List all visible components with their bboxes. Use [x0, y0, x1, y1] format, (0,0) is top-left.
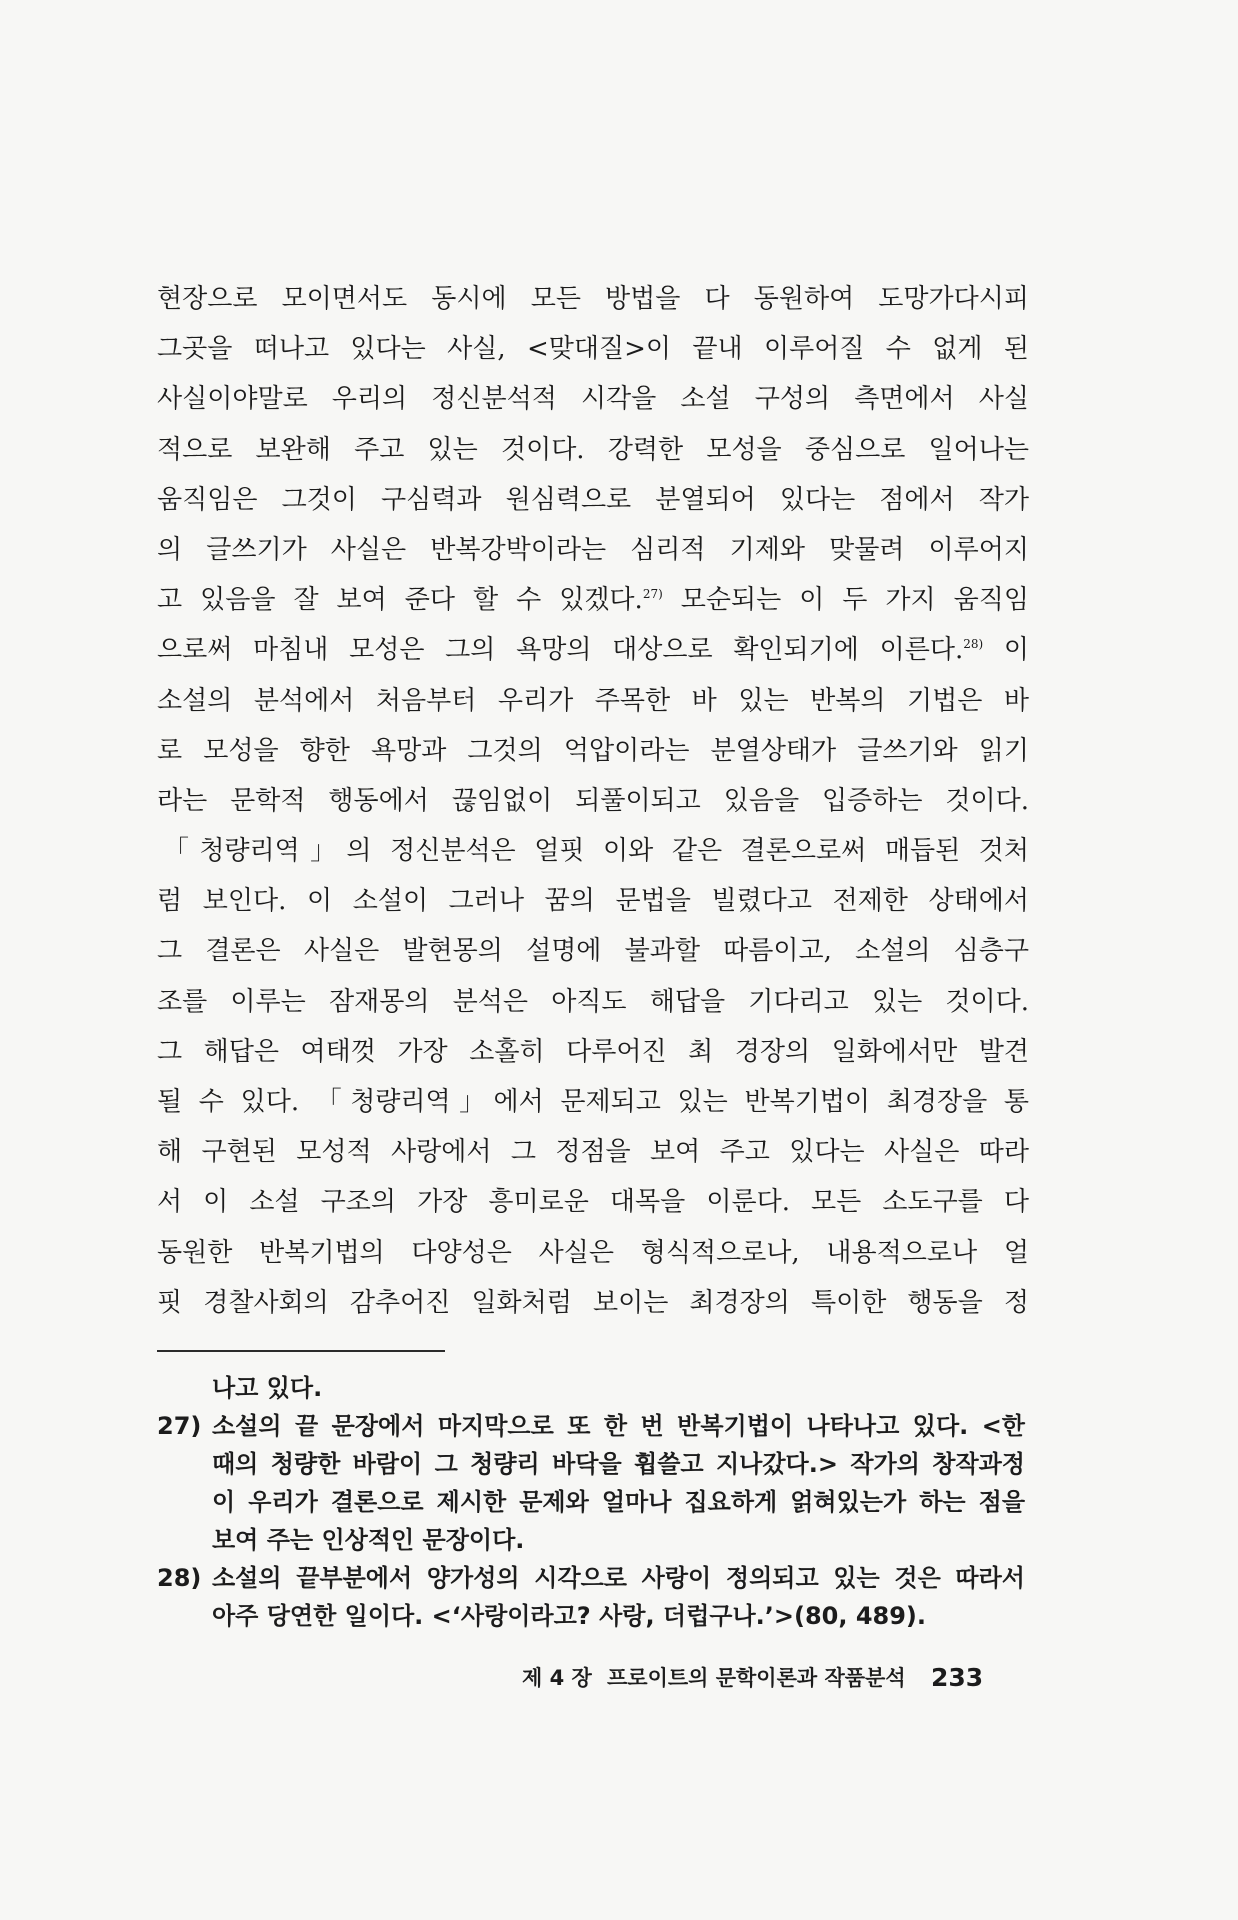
body-line: 의 글쓰기가 사실은 반복강박이라는 심리적 기제와 맞물려 이루어지: [157, 534, 1029, 565]
body-line: 될 수 있다. 「청량리역」에서 문제되고 있는 반복기법이 최경장을 통: [157, 1087, 1029, 1117]
body-line: 동원한 반복기법의 다양성은 사실은 형식적으로나, 내용적으로나 얼: [157, 1237, 1029, 1268]
body-line: 그곳을 떠나고 있다는 사실, <맞대질>이 끝내 이루어질 수 없게 된: [157, 334, 1029, 365]
body-line: 라는 문학적 행동에서 끊임없이 되풀이되고 있음을 입증하는 것이다.: [157, 785, 1029, 816]
body-line: 적으로 보완해 주고 있는 것이다. 강력한 모성을 중심으로 일어나는: [157, 434, 1029, 465]
footnote-text: 소설의 끝 문장에서 마지막으로 또 한 번 반복기법이 나타나고 있다. <한: [212, 1412, 1025, 1440]
body-line: 움직임은 그것이 구심력과 원심력으로 분열되어 있다는 점에서 작가: [157, 484, 1029, 515]
body-line: 서 이 소설 구조의 가장 흥미로운 대목을 이룬다. 모든 소도구를 다: [157, 1187, 1029, 1218]
body-line: 조를 이루는 잠재몽의 분석은 아직도 해답을 기다리고 있는 것이다.: [157, 986, 1029, 1017]
running-footer: [0, 1663, 1238, 1693]
footnote-ref: 27): [642, 587, 663, 602]
footnote-line: 이 우리가 결론으로 제시한 문제와 얼마나 집요하게 얽혀있는가 하는 점을: [212, 1488, 1025, 1516]
chapter-title: 프로이트의 문학이론과 작품분석: [607, 1666, 906, 1690]
body-line: 럼 보인다. 이 소설이 그러나 꿈의 문법을 빌렸다고 전제한 상태에서: [157, 886, 1029, 917]
body-line: [157, 625, 1029, 675]
footnote-carryover-line: 나고 있다.: [212, 1374, 323, 1402]
footnote-line: 아주 당연한 일이다. <‘사랑이라고? 사랑, 더럽구나.’>(80, 489).: [212, 1602, 927, 1630]
footnotes: [157, 1369, 1025, 1635]
footnote-marker: 28): [157, 1564, 202, 1592]
footnote-marker: 27): [157, 1412, 202, 1440]
footnote-line: 보여 주는 인상적인 문장이다.: [212, 1526, 525, 1554]
body-line: 사실이야말로 우리의 정신분석적 시각을 소설 구성의 측면에서 사실: [157, 384, 1029, 415]
body-line-text: 으로써 마침내 모성은 그의 욕망의 대상으로 확인되기에 이른다.: [157, 635, 964, 666]
body-line: 현장으로 모이면서도 동시에 모든 방법을 다 동원하여 도망가다시피: [157, 284, 1029, 314]
chapter-label: 제 4 장: [522, 1666, 592, 1690]
body-text: [157, 274, 1029, 1328]
footnote-ref: 28): [963, 637, 984, 652]
body-line-text: 고 있음을 잘 보여 준다 할 수 있겠다.: [157, 585, 643, 616]
body-line-text: 모순되는 이 두 가지 움직임: [662, 585, 1029, 616]
footnote-line: [157, 1559, 1025, 1597]
body-line: 로 모성을 향한 욕망과 그것의 억압이라는 분열상태가 글쓰기와 읽기: [157, 735, 1029, 766]
body-line-text: 이: [983, 635, 1029, 666]
body-line: 핏 경찰사회의 감추어진 일화처럼 보이는 최경장의 특이한 행동을 정: [157, 1287, 1029, 1318]
footnote-line: 때의 청량한 바람이 그 청량리 바닥을 휩쓸고 지나갔다.> 작가의 창작과정: [212, 1450, 1025, 1478]
body-line: 소설의 분석에서 처음부터 우리가 주목한 바 있는 반복의 기법은 바: [157, 685, 1029, 716]
body-line-paragraph-start: 「청량리역」의 정신분석은 얼핏 이와 같은 결론으로써 매듭된 것처: [163, 836, 1029, 867]
body-line: [157, 575, 1029, 625]
footnote-line: [157, 1407, 1025, 1445]
footnote-text: 소설의 끝부분에서 양가성의 시각으로 사랑이 정의되고 있는 것은 따라서: [212, 1564, 1025, 1592]
body-line: 그 결론은 사실은 발현몽의 설명에 불과할 따름이고, 소설의 심층구: [157, 936, 1029, 967]
body-line: 그 해답은 여태껏 가장 소홀히 다루어진 최 경장의 일화에서만 발견: [157, 1036, 1029, 1067]
page-number: 233: [931, 1663, 984, 1692]
footnote-separator: [157, 1350, 445, 1352]
body-line: 해 구현된 모성적 사랑에서 그 정점을 보여 주고 있다는 사실은 따라: [157, 1137, 1029, 1168]
